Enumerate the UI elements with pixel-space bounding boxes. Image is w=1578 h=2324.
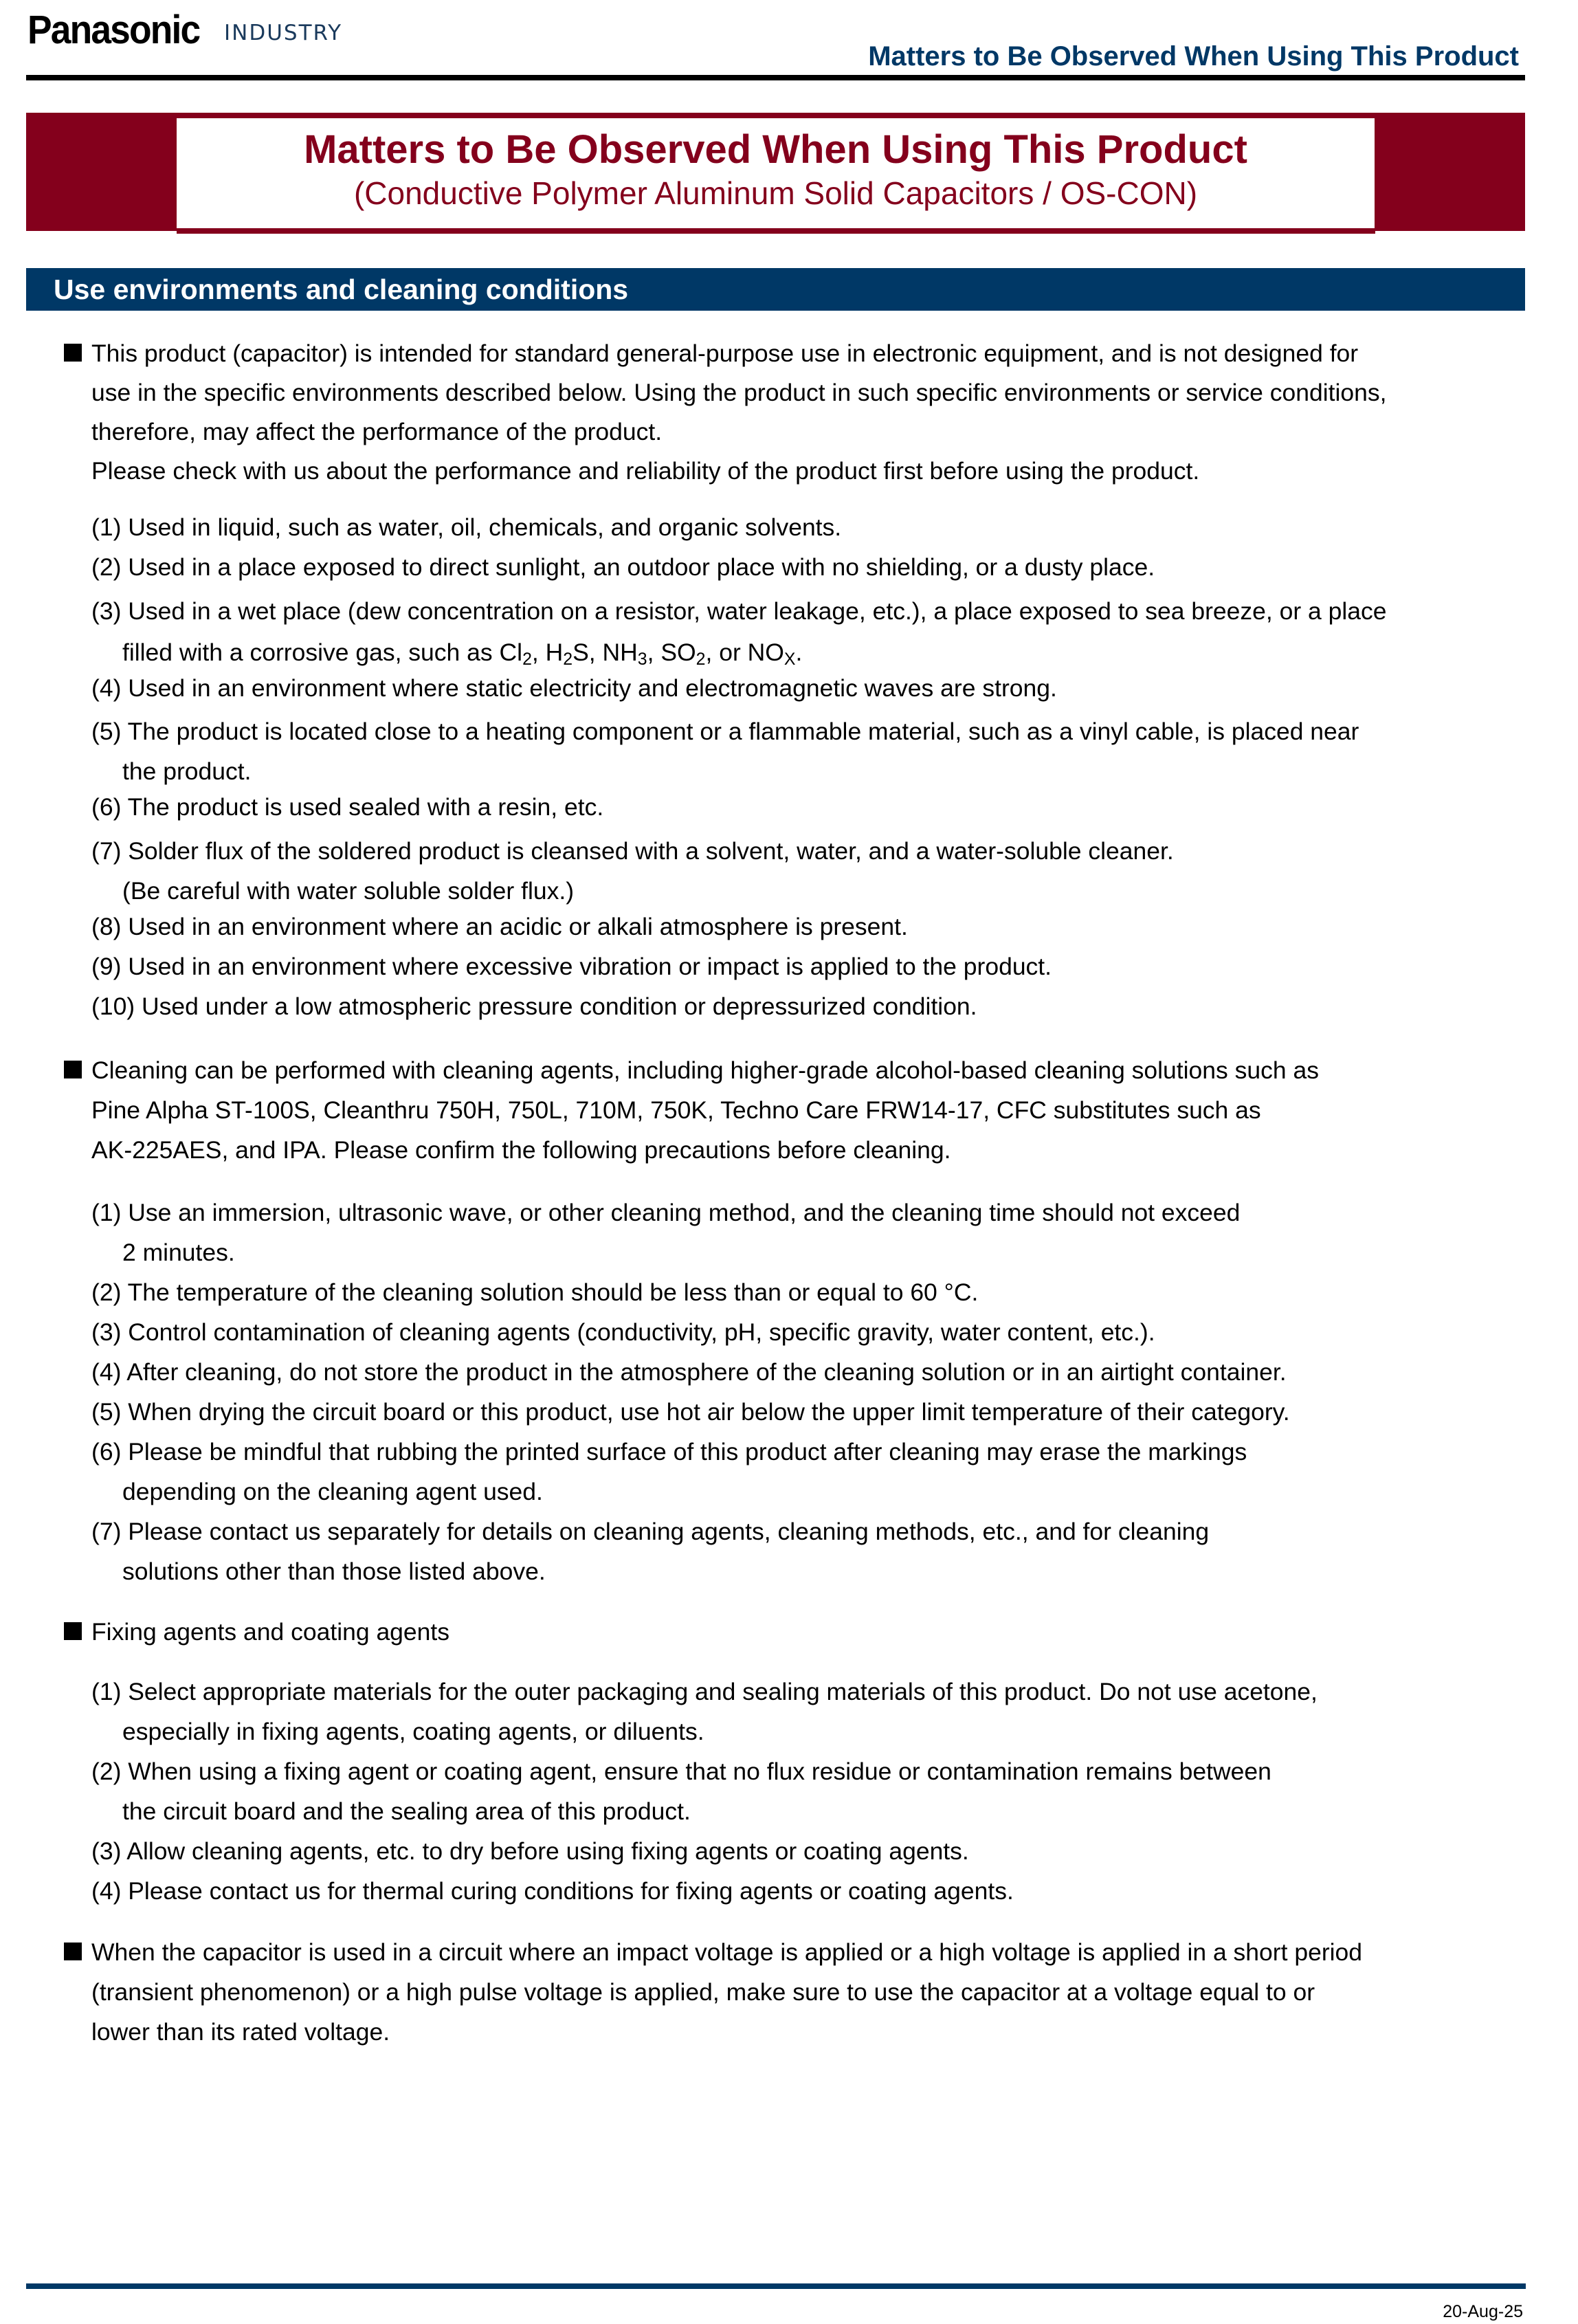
list-item: (4) After cleaning, do not store the product in the atmosphere of the cleaning solution or in an airtight container. bbox=[91, 1358, 1287, 1386]
list-item: (3) Allow cleaning agents, etc. to dry before using fixing agents or coating agents. bbox=[91, 1837, 969, 1865]
intro-line: Please check with us about the performance and reliability of the product first before using the product. bbox=[91, 457, 1200, 485]
bullet-square-icon bbox=[64, 1943, 82, 1960]
header-rule bbox=[26, 75, 1525, 80]
title-band-strip bbox=[177, 231, 1375, 234]
voltage-line: (transient phenomenon) or a high pulse voltage is applied, make sure to use the capacitor at a voltage equal to or bbox=[91, 1978, 1315, 2006]
list-item: (2) The temperature of the cleaning solution should be less than or equal to 60 °C. bbox=[91, 1279, 979, 1306]
list-item: (7) Solder flux of the soldered product is cleansed with a solvent, water, and a water-soluble cleaner. bbox=[91, 837, 1174, 865]
list-item: (7) Please contact us separately for details on cleaning agents, cleaning methods, etc., and for cleaning bbox=[91, 1518, 1210, 1545]
list-item: (10) Used under a low atmospheric pressure condition or depressurized condition. bbox=[91, 993, 977, 1020]
cleaning-intro-line: Cleaning can be performed with cleaning agents, including higher-grade alcohol-based cleaning solutions such as bbox=[91, 1056, 1319, 1084]
voltage-line: When the capacitor is used in a circuit where an impact voltage is applied or a high voltage is applied in a short period bbox=[91, 1938, 1363, 1966]
bullet-square-icon bbox=[64, 1622, 82, 1640]
list-item: (6) The product is used sealed with a resin, etc. bbox=[91, 793, 604, 821]
bullet-square-icon bbox=[64, 1061, 82, 1078]
list-item: (1) Select appropriate materials for the outer packaging and sealing materials of this product. Do not use acetone, bbox=[91, 1678, 1318, 1705]
list-item: (8) Used in an environment where an acidic or alkali atmosphere is present. bbox=[91, 913, 908, 940]
intro-line: This product (capacitor) is intended for standard general-purpose use in electronic equipment, and is not designed for bbox=[91, 340, 1359, 367]
list-item: (5) When drying the circuit board or this product, use hot air below the upper limit temperature of their category. bbox=[91, 1398, 1290, 1426]
title-box bbox=[177, 118, 1375, 228]
footer-rule bbox=[26, 2283, 1526, 2289]
list-item-continuation: especially in fixing agents, coating agents, or diluents. bbox=[122, 1718, 704, 1745]
cleaning-intro-line: Pine Alpha ST-100S, Cleanthru 750H, 750L, 710M, 750K, Techno Care FRW14-17, CFC substitutes such as bbox=[91, 1096, 1261, 1124]
list-item-continuation: solutions other than those listed above. bbox=[122, 1558, 546, 1585]
list-item: (1) Use an immersion, ultrasonic wave, or other cleaning method, and the cleaning time should not exceed bbox=[91, 1199, 1241, 1226]
voltage-line: lower than its rated voltage. bbox=[91, 2018, 390, 2046]
footer-date: 20-Aug-25 bbox=[1443, 2302, 1523, 2321]
fixing-heading: Fixing agents and coating agents bbox=[91, 1618, 450, 1646]
panasonic-logo: Panasonic bbox=[27, 8, 200, 52]
list-item: (4) Please contact us for thermal curing conditions for fixing agents or coating agents. bbox=[91, 1877, 1014, 1905]
list-item-continuation: (Be careful with water soluble solder flux.) bbox=[122, 877, 575, 905]
list-item: (2) When using a fixing agent or coating agent, ensure that no flux residue or contamination remains between bbox=[91, 1758, 1271, 1785]
document-subtitle: (Conductive Polymer Aluminum Solid Capacitors / OS-CON) bbox=[353, 175, 1198, 211]
list-item: (1) Used in liquid, such as water, oil, chemicals, and organic solvents. bbox=[91, 513, 842, 541]
list-item-continuation: the circuit board and the sealing area of this product. bbox=[122, 1797, 691, 1825]
list-item-continuation: depending on the cleaning agent used. bbox=[122, 1478, 543, 1505]
header-title: Matters to Be Observed When Using This Product bbox=[868, 41, 1519, 71]
list-item: (4) Used in an environment where static electricity and electromagnetic waves are strong. bbox=[91, 674, 1057, 702]
section-heading: Use environments and cleaning conditions bbox=[54, 274, 629, 305]
list-item: (2) Used in a place exposed to direct sunlight, an outdoor place with no shielding, or a dusty place. bbox=[91, 553, 1155, 581]
list-item: (9) Used in an environment where excessive vibration or impact is applied to the product. bbox=[91, 953, 1052, 980]
document-title: Matters to Be Observed When Using This Product bbox=[304, 127, 1247, 172]
bullet-square-icon bbox=[64, 344, 82, 362]
list-item: (5) The product is located close to a heating component or a flammable material, such as a vinyl cable, is placed near bbox=[91, 718, 1359, 745]
list-item-continuation: 2 minutes. bbox=[122, 1239, 235, 1266]
list-item-continuation: the product. bbox=[122, 757, 252, 785]
intro-line: use in the specific environments described below. Using the product in such specific environments or service conditions, bbox=[91, 379, 1387, 406]
section-heading-bar bbox=[26, 268, 1525, 311]
list-item-continuation: filled with a corrosive gas, such as $Cl_2$, $H_2S$, $NH_3$, $SO_2$, or $NO_X$. bbox=[122, 639, 803, 669]
list-item: (3) Control contamination of cleaning agents (conductivity, pH, specific gravity, water content, etc.). bbox=[91, 1318, 1155, 1346]
list-item: (6) Please be mindful that rubbing the printed surface of this product after cleaning may erase the markings bbox=[91, 1438, 1247, 1465]
list-item: (3) Used in a wet place (dew concentration on a resistor, water leakage, etc.), a place exposed to sea breeze, or a place bbox=[91, 597, 1387, 625]
cleaning-intro-line: AK-225AES, and IPA. Please confirm the following precautions before cleaning. bbox=[91, 1136, 951, 1164]
industry-label: INDUSTRY bbox=[224, 21, 342, 45]
intro-line: therefore, may affect the performance of the product. bbox=[91, 418, 663, 445]
